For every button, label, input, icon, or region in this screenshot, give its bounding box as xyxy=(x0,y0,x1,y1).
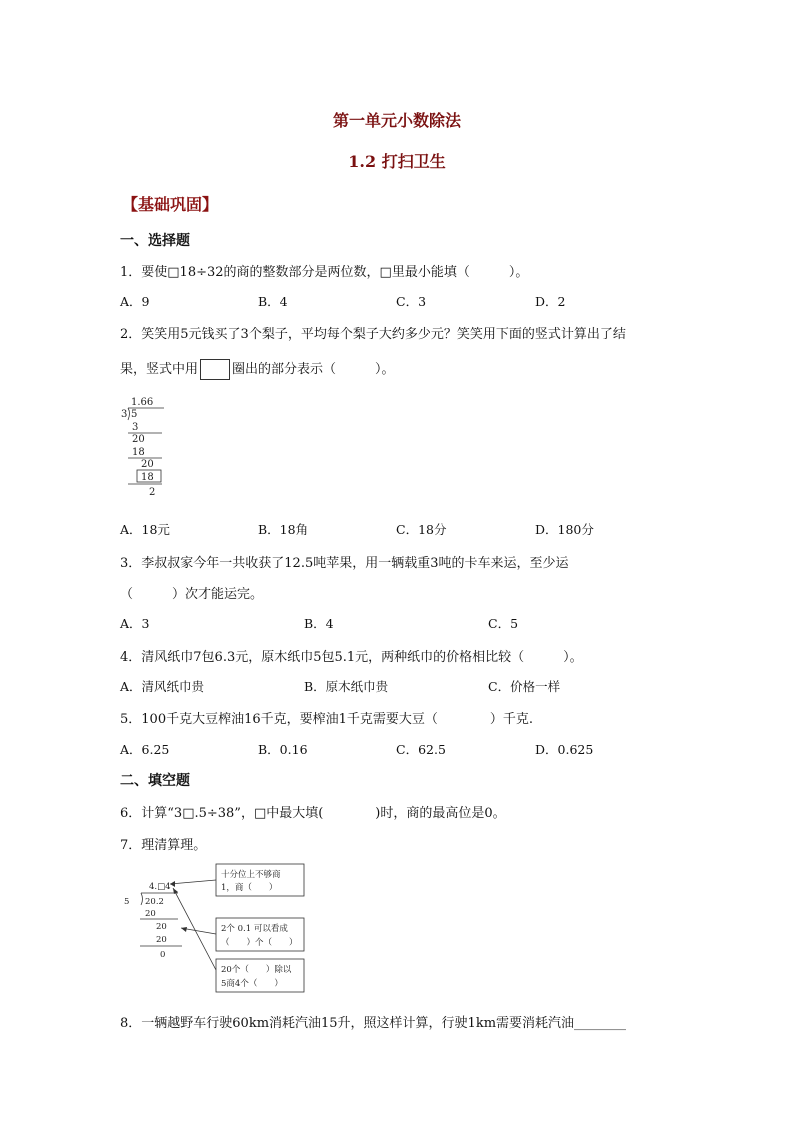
q7-step-2: 20 xyxy=(156,922,167,932)
q2-quotient: 1.66 xyxy=(131,397,154,408)
q7-box1-line2: 1，商（ ） xyxy=(221,883,278,893)
unit-title: 第一单元小数除法 xyxy=(332,111,461,130)
q7-step-4: 0 xyxy=(160,950,166,960)
q7-box2-line2: （ ）个（ ） xyxy=(221,938,298,948)
q1-option-c: C．3 xyxy=(396,294,427,309)
q5-option-a: A．6.25 xyxy=(120,742,170,757)
q2-dividend: 5 xyxy=(131,409,138,420)
question-3-line1: 3．李叔叔家今年一共收获了12.5吨苹果，用一辆载重3吨的卡车来运，至少运 xyxy=(120,556,569,571)
q7-box3-line2: 5商4个（ ） xyxy=(221,979,283,989)
q1-option-b: B．4 xyxy=(258,294,288,309)
q7-divisor: 5 xyxy=(124,897,130,907)
q2-option-a: A．18元 xyxy=(120,522,170,537)
q2-step-2: 20 xyxy=(132,434,145,445)
q2-step-6: 2 xyxy=(149,487,156,498)
question-2-line1: 2．笑笑用5元钱买了3个梨子，平均每个梨子大约多少元？笑笑用下面的竖式计算出了结 xyxy=(120,327,626,342)
q2-option-c: C．18分 xyxy=(396,522,447,537)
lesson-title: 1.2 打扫卫生 xyxy=(348,152,446,171)
q5-option-b: B．0.16 xyxy=(258,742,308,757)
q3-option-c: C．5 xyxy=(488,616,519,631)
q4-option-c: C．价格一样 xyxy=(488,679,561,694)
question-2-line2 xyxy=(120,358,395,380)
q5-option-d: D．0.625 xyxy=(535,742,594,757)
q7-box1-line1: 十分位上不够商 xyxy=(221,870,281,880)
inline-box-icon xyxy=(200,359,230,380)
question-6: 6．计算“3□.5÷38”，□中最大填( )时，商的最高位是0。 xyxy=(120,806,506,821)
q7-dividend: 20.2 xyxy=(145,897,164,907)
q3-option-a: A．3 xyxy=(120,616,150,631)
q7-box2-line1: 2个 0.1 可以看成 xyxy=(221,924,288,934)
q2-step-4: 20 xyxy=(141,459,154,470)
q7-diagram xyxy=(118,858,314,998)
question-4: 4．清风纸巾7包6.3元，原木纸巾5包5.1元，两种纸巾的价格相比较（ ）。 xyxy=(120,650,583,665)
q4-option-a: A．清风纸巾贵 xyxy=(120,679,205,694)
q7-quotient: 4.□4 xyxy=(149,882,171,892)
q2-long-division xyxy=(118,394,178,506)
q7-box3-line1: 20个（ ）除以 xyxy=(221,965,292,975)
q2-divisor: 3 xyxy=(121,409,128,420)
q5-option-c: C．62.5 xyxy=(396,742,446,757)
q3-option-b: B．4 xyxy=(304,616,334,631)
q2-line2-start: 果，竖式中用 xyxy=(120,362,199,377)
q4-option-b: B．原木纸巾贵 xyxy=(304,679,389,694)
q7-step-3: 20 xyxy=(156,935,167,945)
q1-option-a: A．9 xyxy=(120,294,150,309)
section-heading: 【基础巩固】 xyxy=(122,195,219,214)
part-fill-heading: 二、填空题 xyxy=(120,773,190,789)
q2-line2-end: 圈出的部分表示（ ）。 xyxy=(232,362,395,377)
part-choice-heading: 一、选择题 xyxy=(120,233,190,249)
q2-step-1: 3 xyxy=(132,422,139,433)
question-3-line2: （ ）次才能运完。 xyxy=(120,587,264,602)
q7-step-1: 20 xyxy=(145,909,156,919)
q2-step-5: 18 xyxy=(141,472,154,483)
question-1: 1．要使□18÷32的商的整数部分是两位数，□里最小能填（ ）。 xyxy=(120,265,529,280)
q2-step-3: 18 xyxy=(132,447,145,458)
q1-option-d: D．2 xyxy=(535,294,566,309)
q2-option-b: B．18角 xyxy=(258,522,309,537)
q2-option-d: D．180分 xyxy=(535,522,594,537)
question-7: 7．理清算理。 xyxy=(120,838,207,853)
question-5: 5．100千克大豆榨油16千克，要榨油1千克需要大豆（ ）千克. xyxy=(120,712,534,727)
question-8: 8．一辆越野车行驶60km消耗汽油15升，照这样计算，行驶1km需要消耗汽油________ xyxy=(120,1016,627,1031)
